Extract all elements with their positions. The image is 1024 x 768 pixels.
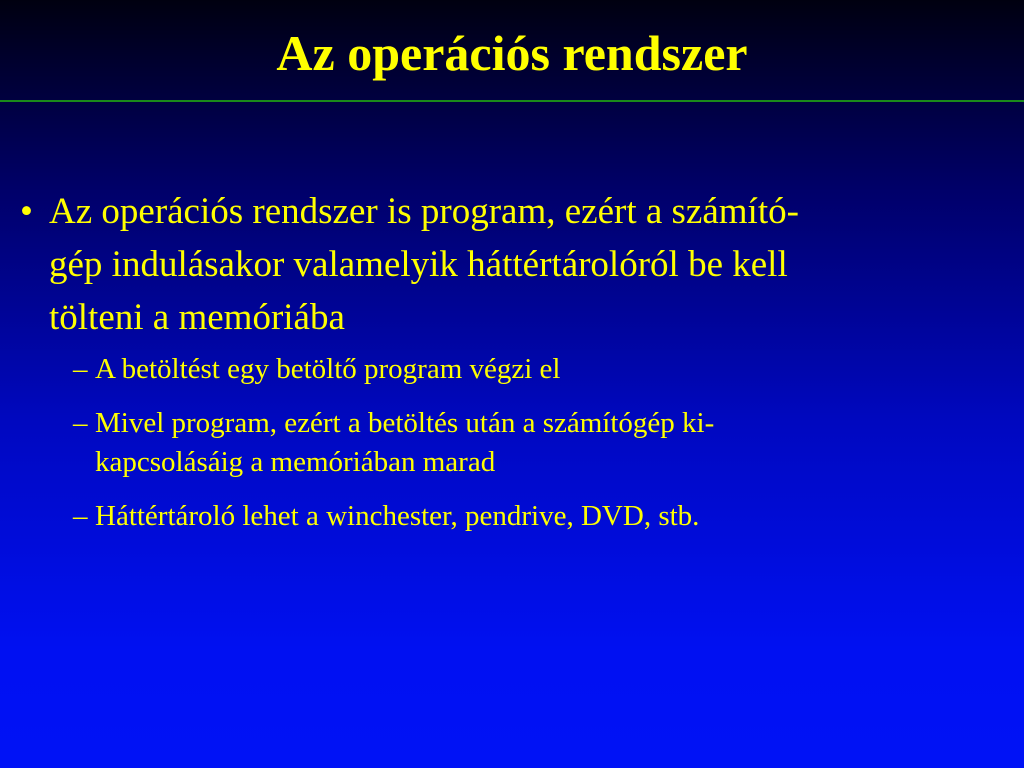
bullet-marker: • xyxy=(20,191,33,232)
main-bullet xyxy=(0,185,989,344)
sub-bullet-1 xyxy=(0,350,975,389)
sub-bullet-3-line-1: Háttértároló lehet a winchester, pendrive, DVD, stb. xyxy=(95,500,700,532)
sub-bullet-1-line-1: A betöltést egy betöltő program végzi el xyxy=(95,353,561,385)
sub-bullet-list xyxy=(0,350,1024,536)
sub-bullet-marker: – xyxy=(73,500,88,532)
sub-bullet-marker: – xyxy=(73,407,88,439)
sub-bullet-2-line-1: Mivel program, ezért a betöltés után a számítógép ki- xyxy=(95,407,715,439)
sub-bullet-3 xyxy=(0,497,975,536)
title-divider xyxy=(0,100,1024,102)
slide-title: Az operációs rendszer xyxy=(276,25,748,81)
sub-bullet-marker: – xyxy=(73,353,88,385)
sub-bullet-2-line-2: kapcsolásáig a memóriában marad xyxy=(95,446,496,478)
slide-content xyxy=(0,190,1024,551)
sub-bullet-2 xyxy=(0,404,975,482)
main-bullet-line-1: Az operációs rendszer is program, ezért a számító- xyxy=(49,191,799,232)
main-bullet-line-3: tölteni a memóriába xyxy=(49,297,345,338)
main-bullet-line-2: gép indulásakor valamelyik háttértárolóról be kell xyxy=(49,244,788,285)
